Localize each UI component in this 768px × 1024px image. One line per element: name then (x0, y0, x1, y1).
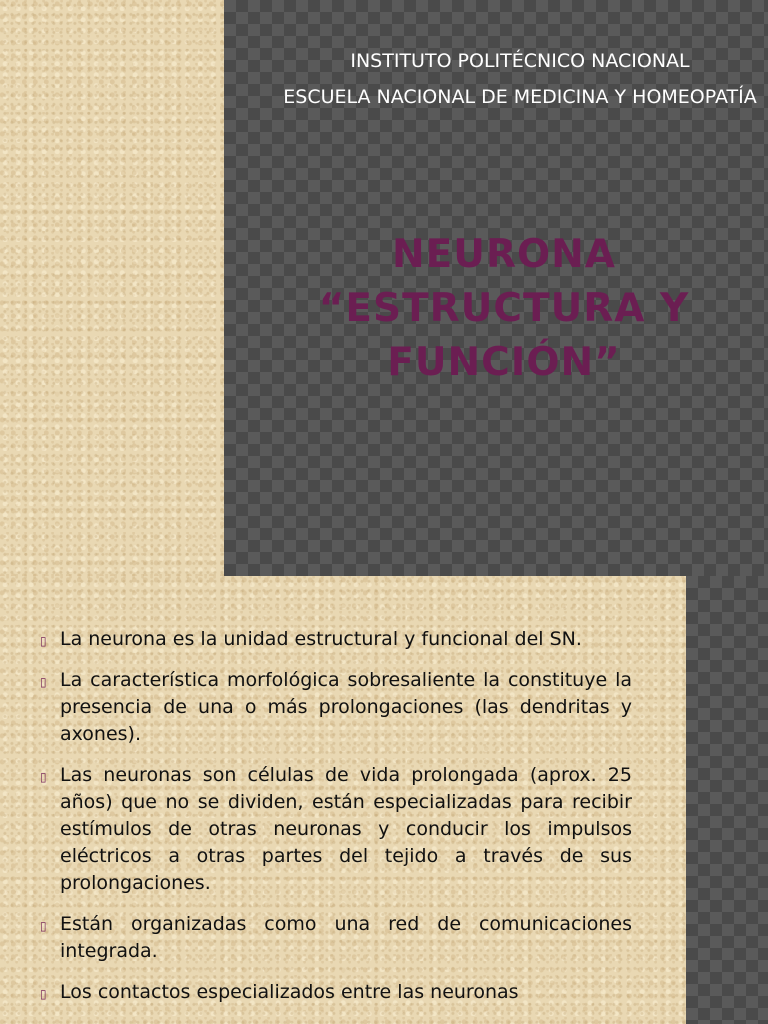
bullet-icon: ▯ (40, 770, 47, 784)
list-item (40, 911, 632, 965)
list-item (40, 626, 632, 653)
list-item (40, 979, 632, 1006)
slide1-parchment-panel (0, 0, 224, 576)
school-name: ESCUELA NACIONAL DE MEDICINA Y HOMEOPATÍA (283, 86, 757, 108)
list-item (40, 762, 632, 897)
slide2-content-panel (0, 576, 686, 1024)
bullet-icon: ▯ (40, 675, 47, 689)
bullet-text: La neurona es la unidad estructural y funcional del SN. (60, 628, 582, 650)
bullet-icon: ▯ (40, 634, 47, 648)
slide2-side-panel (686, 576, 768, 1024)
institution-name: INSTITUTO POLITÉCNICO NACIONAL (350, 50, 690, 72)
bullet-text: Las neuronas son células de vida prolongada (aprox. 25 años) que no se dividen, están especializadas para recibir estímulos de otras neuronas y conducir los impulsos eléctricos a otras partes del tejido a través de sus prolongaciones. (60, 764, 632, 894)
bullet-text: Están organizadas como una red de comunicaciones integrada. (60, 913, 632, 962)
slide-title: NEURONA “ESTRUCTURA Y FUNCIÓN” (318, 232, 690, 385)
bullet-list (40, 626, 632, 1020)
bullet-text: Los contactos especializados entre las neuronas (60, 981, 519, 1003)
slide1-title-panel (224, 0, 768, 576)
list-item (40, 667, 632, 748)
bullet-icon: ▯ (40, 919, 47, 933)
bullet-text: La característica morfológica sobresaliente la constituye la presencia de una o más prolongaciones (las dendritas y axones). (60, 669, 632, 745)
bullet-icon: ▯ (40, 987, 47, 1001)
